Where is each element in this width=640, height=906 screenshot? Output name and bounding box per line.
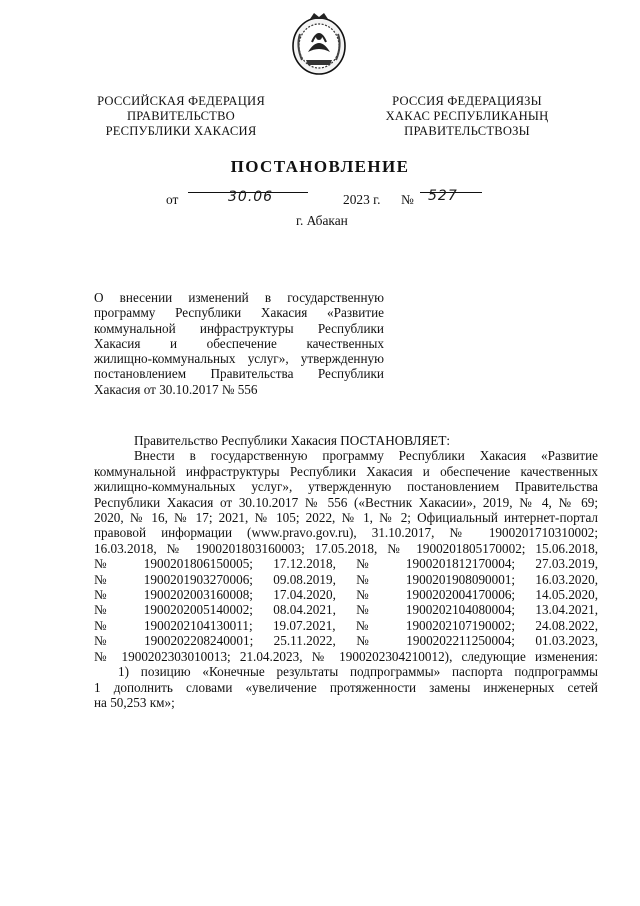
body-line: 1 дополнить словами «увеличение протяженности замены инженерных сетей — [94, 679, 598, 695]
header-right-line: РОССИЯ ФЕДЕРАЦИЯЗЫ — [392, 94, 542, 108]
handwritten-date: 30.06 — [228, 189, 274, 205]
city: г. Абакан — [296, 213, 348, 228]
header-left-line: РОССИЙСКАЯ ФЕДЕРАЦИЯ — [97, 94, 265, 108]
subject-line: жилищно-коммунальных услуг», утвержденную — [94, 351, 384, 367]
header-right-line: ХАКАС РЕСПУБЛИКАНЫҢ — [385, 109, 549, 123]
subject-block — [94, 290, 384, 397]
body-line: жилищно-коммунальных услуг», утвержденную постановлением Правительства — [94, 479, 598, 495]
header-left-line: ПРАВИТЕЛЬСТВО — [127, 109, 235, 123]
handwritten-number: 527 — [428, 188, 458, 204]
body-line: на 50,253 км»; — [94, 694, 175, 710]
body-line: правовой информации (www.pravo.gov.ru), 31.10.2017, № 1900201710310002; — [94, 525, 598, 541]
header-left-line: РЕСПУБЛИКИ ХАКАСИЯ — [105, 124, 257, 138]
body-line: коммунальной инфраструктуры Республики Хакасия и обеспечение качественных — [94, 463, 598, 479]
body-line: Внести в государственную программу Республики Хакасия «Развитие — [134, 448, 598, 464]
body-line: № 1900202005140002; 08.04.2021, № 1900202104080004; 13.04.2021, — [94, 602, 598, 618]
body-line: № 1900202003160008; 17.04.2020, № 1900202004170006; 14.05.2020, — [94, 587, 598, 603]
body-line: 1) позицию «Конечные результаты подпрограммы» паспорта подпрограммы — [118, 664, 598, 680]
header-right-line: ПРАВИТЕЛЬСТВОЗЫ — [404, 124, 530, 138]
body-line: № 1900202303010013; 21.04.2023, № 1900202304210012), следующие изменения: — [94, 648, 598, 664]
header-left — [66, 94, 296, 139]
body-line: № 1900202104130011; 19.07.2021, № 1900202107190002; 24.08.2022, — [94, 617, 598, 633]
number-sign: № — [401, 192, 414, 207]
body-line: № 1900201806150005; 17.12.2018, № 1900201812170004; 27.03.2019, — [94, 556, 598, 572]
subject-line: Хакасия и обеспечение качественных — [94, 335, 384, 351]
date-year: 2023 г. — [343, 192, 381, 207]
body-line: Республики Хакасия от 30.10.2017 № 556 («Вестник Хакасии», 2019, № 4, № 69; — [94, 494, 598, 510]
body-line: № 1900201903270006; 09.08.2019, № 1900201908090001; 16.03.2020, — [94, 571, 598, 587]
body-text — [94, 433, 598, 710]
subject-line: коммунальной инфраструктуры Республики — [94, 320, 384, 336]
date-prefix: от — [166, 192, 179, 207]
coat-of-arms-icon — [290, 12, 348, 76]
subject-line: постановлением Правительства Республики — [94, 366, 384, 382]
subject-line: программу Республики Хакасия «Развитие — [94, 305, 384, 321]
subject-line: Хакасия от 30.10.2017 № 556 — [94, 381, 258, 397]
document-title: ПОСТАНОВЛЕНИЕ — [230, 157, 410, 176]
date-line — [166, 188, 496, 212]
body-line: 2020, № 16, № 17; 2021, № 105; 2022, № 1, № 2; Официальный интернет-портал — [94, 510, 598, 526]
header-right — [352, 94, 582, 139]
body-line: Правительство Республики Хакасия ПОСТАНОВЛЯЕТ: — [134, 433, 451, 448]
body-line: № 1900202208240001; 25.11.2022, № 1900202211250004; 01.03.2023, — [94, 633, 598, 649]
body-line: 16.03.2018, № 1900201803160003; 17.05.2018, № 1900201805170002; 15.06.2018, — [94, 540, 598, 556]
subject-line: О внесении изменений в государственную — [94, 290, 384, 305]
